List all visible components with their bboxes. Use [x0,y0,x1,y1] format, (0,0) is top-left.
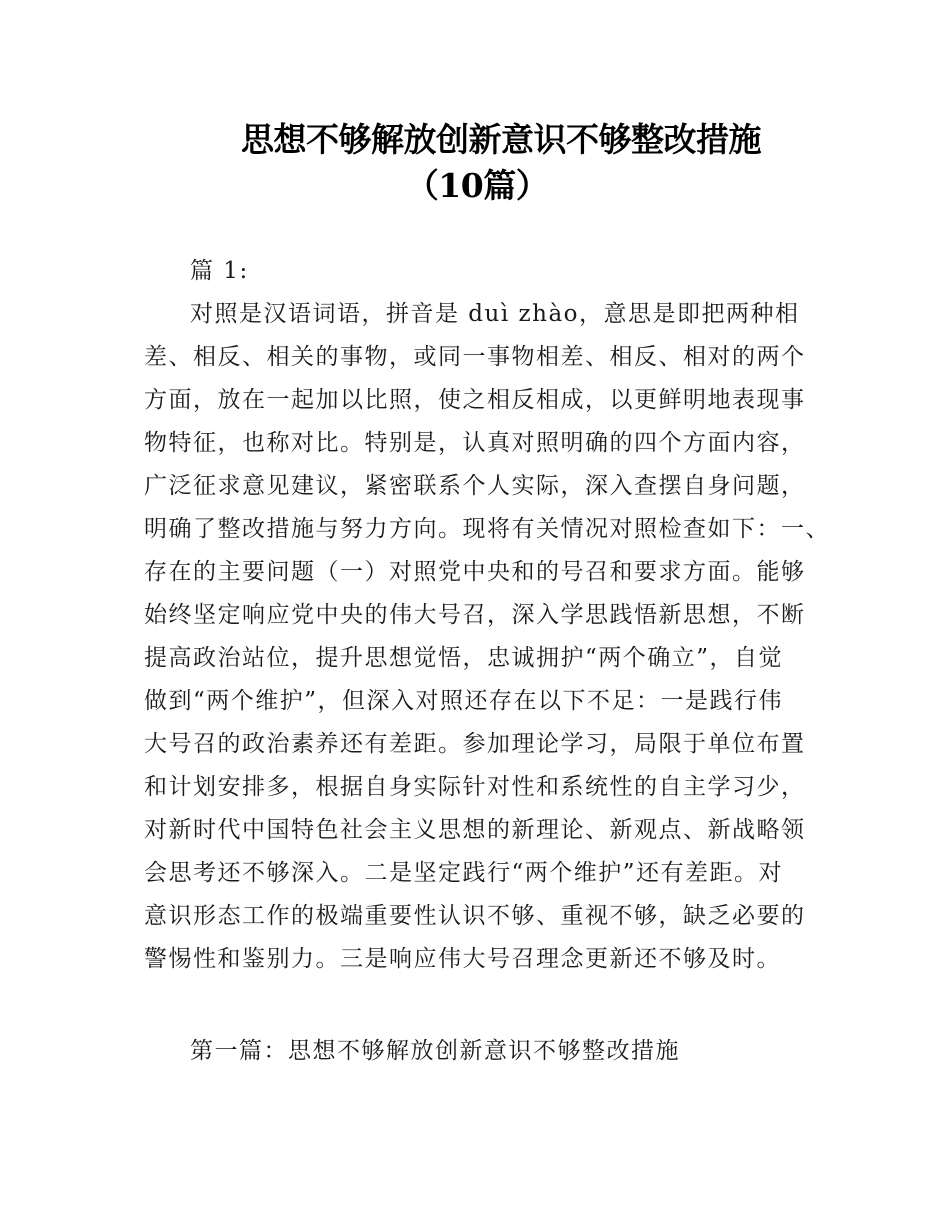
body-line: 意识形态工作的极端重要性认识不够、重视不够，缺乏必要的 [144,903,806,929]
body-line: 明确了整改措施与努力方向。现将有关情况对照检查如下：一、 [144,516,830,542]
document-title-line-2: （10篇） [405,166,549,205]
document-title-line-1: 思想不够解放创新意识不够整改措施 [241,120,761,159]
body-line: 对新时代中国特色社会主义思想的新理论、新观点、新战略领 [144,817,806,843]
section-2-heading: 第一篇：思想不够解放创新意识不够整改措施 [190,1038,680,1064]
body-line: 存在的主要问题（一）对照党中央和的号召和要求方面。能够 [144,559,806,585]
body-line: 广泛征求意见建议，紧密联系个人实际，深入查摆自身问题， [144,473,806,499]
section-1-label: 篇 1: [190,258,249,284]
body-line: 警惕性和鉴别力。三是响应伟大号召理念更新还不够及时。 [144,946,781,972]
body-line: 大号召的政治素养还有差距。参加理论学习，局限于单位布置 [144,731,806,757]
body-paragraph [144,293,830,981]
body-line: 会思考还不够深入。二是坚定践行“两个维护”还有差距。对 [144,860,784,886]
body-line: 做到“两个维护”，但深入对照还存在以下不足：一是践行伟 [144,688,784,714]
body-line: 对照是汉语词语，拼音是 duì zhào，意思是即把两种相 [190,301,800,327]
body-line: 物特征，也称对比。特别是，认真对照明确的四个方面内容， [144,430,806,456]
body-line: 差、相反、相关的事物，或同一事物相差、相反、相对的两个 [144,344,806,370]
body-line: 和计划安排多，根据自身实际针对性和系统性的自主学习少， [144,774,806,800]
body-line: 提高政治站位，提升思想觉悟，忠诚拥护“两个确立”，自觉 [144,645,784,671]
body-line: 始终坚定响应党中央的伟大号召，深入学思践悟新思想，不断 [144,602,806,628]
body-line: 方面，放在一起加以比照，使之相反相成，以更鲜明地表现事 [144,387,806,413]
